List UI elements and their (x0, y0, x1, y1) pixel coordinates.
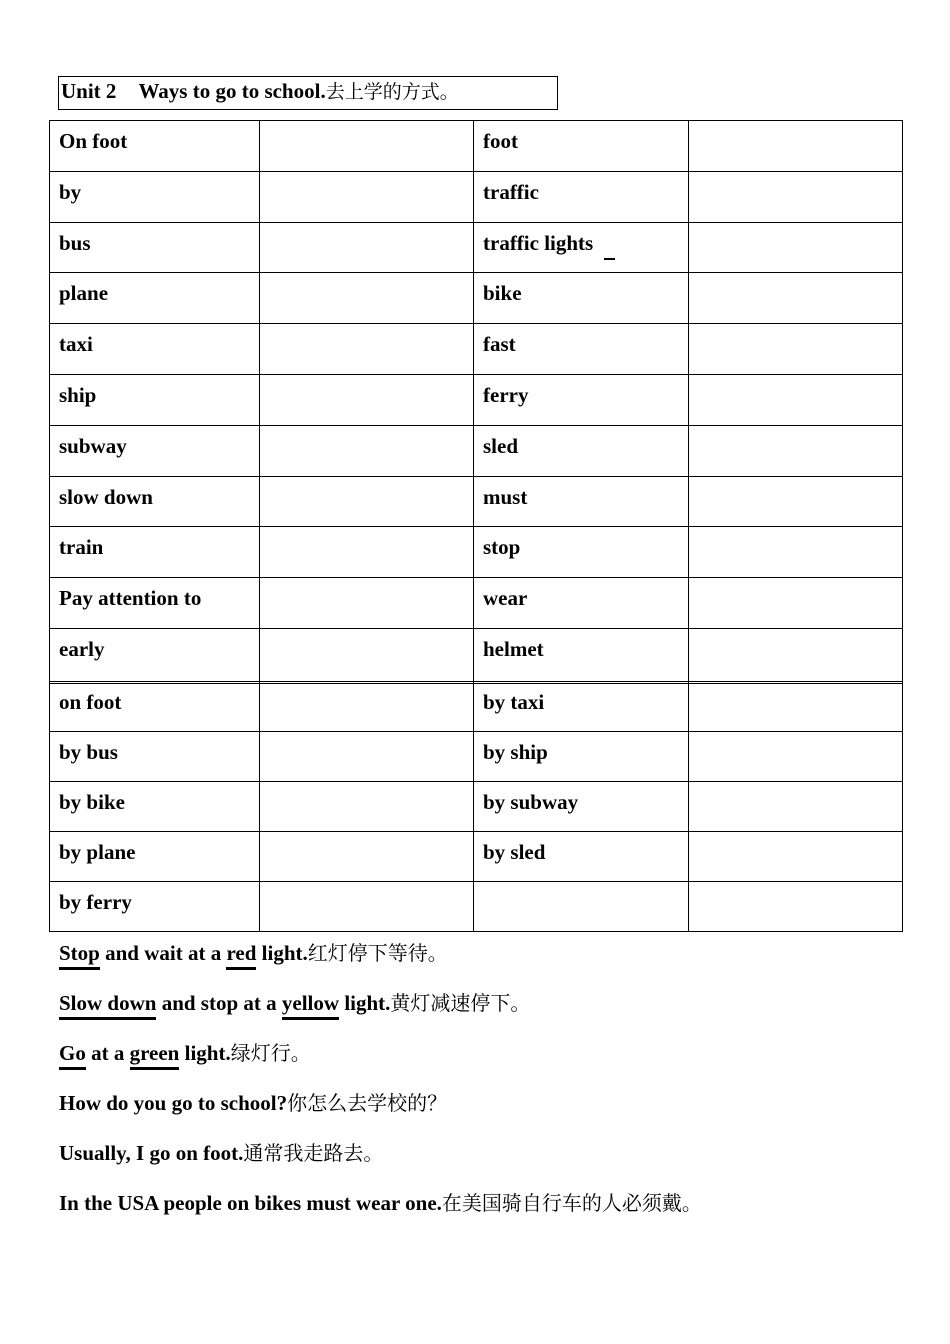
vocab-cell: sled (474, 425, 689, 476)
translation-blank-cell[interactable] (689, 628, 903, 683)
vocab-cell: taxi (50, 324, 260, 375)
unit-title-english: Ways to go to school. (138, 79, 326, 103)
vocab-cell: slow down (50, 476, 260, 527)
translation-blank-cell[interactable] (260, 882, 474, 932)
phrase-row (50, 732, 903, 782)
vocabulary-table (49, 120, 903, 684)
underlined-word: yellow (282, 991, 339, 1020)
translation-blank-cell[interactable] (260, 476, 474, 527)
vocab-cell: traffic (474, 171, 689, 222)
phrase-row (50, 882, 903, 932)
translation-blank-cell[interactable] (260, 121, 474, 172)
vocab-row (50, 171, 903, 222)
translation-blank-cell[interactable] (689, 578, 903, 629)
sentence-text: light. (179, 1041, 231, 1065)
vocab-row (50, 578, 903, 629)
vocab-cell: plane (50, 273, 260, 324)
sentence-line (59, 1034, 929, 1084)
translation-blank-cell[interactable] (689, 171, 903, 222)
sentence-chinese: 在美国骑自行车的人必须戴。 (441, 1191, 702, 1215)
unit-title (58, 76, 558, 110)
vocab-row (50, 121, 903, 172)
translation-blank-cell[interactable] (689, 273, 903, 324)
vocab-row (50, 324, 903, 375)
text-mark (604, 258, 615, 260)
vocab-cell: ferry (474, 374, 689, 425)
sentence-text: Usually, I go on foot. (59, 1141, 244, 1165)
vocab-cell: by plane (50, 832, 260, 882)
sentence-chinese: 通常我走路去。 (243, 1141, 384, 1165)
translation-blank-cell[interactable] (689, 682, 903, 732)
translation-blank-cell[interactable] (260, 425, 474, 476)
translation-blank-cell[interactable] (689, 324, 903, 375)
vocab-row (50, 425, 903, 476)
vocab-row (50, 273, 903, 324)
vocab-row (50, 476, 903, 527)
vocab-cell: foot (474, 121, 689, 172)
phrase-row (50, 682, 903, 732)
vocab-cell: subway (50, 425, 260, 476)
vocab-cell: by bike (50, 782, 260, 832)
translation-blank-cell[interactable] (260, 782, 474, 832)
translation-blank-cell[interactable] (260, 628, 474, 683)
translation-blank-cell[interactable] (689, 527, 903, 578)
translation-blank-cell[interactable] (260, 171, 474, 222)
translation-blank-cell[interactable] (260, 324, 474, 375)
vocab-cell: by (50, 171, 260, 222)
vocab-cell (474, 882, 689, 932)
vocab-cell: by taxi (474, 682, 689, 732)
phrase-row (50, 782, 903, 832)
vocab-cell: by subway (474, 782, 689, 832)
sentence-text: In the USA people on bikes must wear one. (59, 1191, 442, 1215)
vocab-row (50, 527, 903, 578)
translation-blank-cell[interactable] (260, 374, 474, 425)
translation-blank-cell[interactable] (689, 882, 903, 932)
translation-blank-cell[interactable] (260, 832, 474, 882)
phrase-row (50, 832, 903, 882)
sentence-line (59, 934, 929, 984)
translation-blank-cell[interactable] (689, 121, 903, 172)
vocab-cell: train (50, 527, 260, 578)
translation-blank-cell[interactable] (689, 832, 903, 882)
sentence-chinese: 你怎么去学校的？ (287, 1091, 448, 1115)
vocab-row (50, 628, 903, 683)
underlined-word: red (226, 941, 256, 970)
vocab-cell: helmet (474, 628, 689, 683)
underlined-word: Stop (59, 941, 100, 970)
vocab-cell: on foot (50, 682, 260, 732)
vocab-cell: by bus (50, 732, 260, 782)
sentence-text: light. (256, 941, 308, 965)
sentence-text: and wait at a (99, 941, 227, 965)
sentence-text: and stop at a (156, 991, 282, 1015)
vocab-cell: wear (474, 578, 689, 629)
translation-blank-cell[interactable] (260, 222, 474, 273)
sentence-line (59, 984, 929, 1034)
vocab-cell: On foot (50, 121, 260, 172)
vocab-cell: stop (474, 527, 689, 578)
translation-blank-cell[interactable] (260, 273, 474, 324)
phrase-table (49, 681, 903, 932)
translation-blank-cell[interactable] (689, 374, 903, 425)
vocab-cell: traffic lights (474, 222, 689, 273)
vocab-cell: bus (50, 222, 260, 273)
vocab-row (50, 374, 903, 425)
translation-blank-cell[interactable] (260, 527, 474, 578)
sentence-text: at a (85, 1041, 130, 1065)
sentence-text: How do you go to school? (59, 1091, 288, 1115)
vocab-cell: ship (50, 374, 260, 425)
underlined-word: green (130, 1041, 180, 1070)
sentence-line (59, 1084, 929, 1134)
sentence-chinese: 绿灯行。 (230, 1041, 311, 1065)
translation-blank-cell[interactable] (689, 476, 903, 527)
vocab-cell: Pay attention to (50, 578, 260, 629)
sentence-list (59, 934, 929, 1234)
vocab-cell: early (50, 628, 260, 683)
translation-blank-cell[interactable] (689, 425, 903, 476)
sentence-line (59, 1134, 929, 1184)
translation-blank-cell[interactable] (689, 732, 903, 782)
sentence-chinese: 黄灯减速停下。 (390, 991, 531, 1015)
vocab-cell: fast (474, 324, 689, 375)
translation-blank-cell[interactable] (260, 578, 474, 629)
sentence-text: light. (339, 991, 391, 1015)
vocab-cell: must (474, 476, 689, 527)
translation-blank-cell[interactable] (689, 222, 903, 273)
unit-title-chinese: 去上学的方式。 (325, 81, 459, 103)
translation-blank-cell[interactable] (260, 682, 474, 732)
translation-blank-cell[interactable] (260, 732, 474, 782)
underlined-word: Slow down (59, 991, 156, 1020)
vocab-cell: by ship (474, 732, 689, 782)
vocab-cell: by ferry (50, 882, 260, 932)
vocab-cell: bike (474, 273, 689, 324)
translation-blank-cell[interactable] (689, 782, 903, 832)
underlined-word: Go (59, 1041, 86, 1070)
vocab-row (50, 222, 903, 273)
sentence-line (59, 1184, 929, 1234)
sentence-chinese: 红灯停下等待。 (307, 941, 448, 965)
unit-number: Unit 2 (61, 79, 117, 103)
vocab-cell: by sled (474, 832, 689, 882)
